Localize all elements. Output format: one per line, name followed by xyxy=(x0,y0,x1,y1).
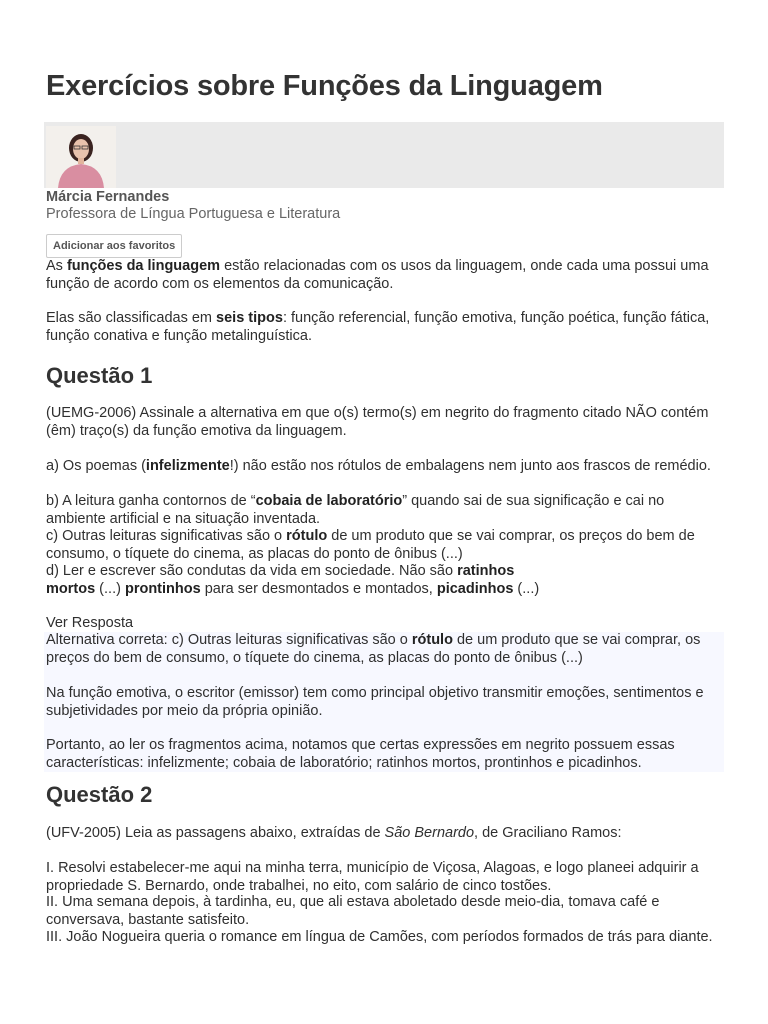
author-banner xyxy=(44,122,724,188)
option-c: c) Outras leituras significativas são o rótulo de um produto que se vai comprar, os preços do bem de consumo, o tíquete do cinema, as placas do ponto de ônibus (...) xyxy=(46,528,695,562)
page-title: Exercícios sobre Funções da Linguagem xyxy=(46,70,603,102)
answer-explanation-2: Portanto, ao ler os fragmentos acima, notamos que certas expressões em negrito possuem essas características: infelizmente; cobaia de laboratório; ratinhos mortos, prontinhos e picadinhos. xyxy=(46,737,675,771)
option-b: b) A leitura ganha contornos de “cobaia de laboratório” quando sai de sua significação e cai no ambiente artificial e na situação inventada. xyxy=(46,493,665,527)
passage-i: I. Resolvi estabelecer-me aqui na minha terra, município de Viçosa, Alagoas, e logo planeei adquirir a propriedade S. Bernardo, onde trabalhei, no eito, com salário de cinco tostões. xyxy=(46,860,699,894)
add-to-favorites-button[interactable]: Adicionar aos favoritos xyxy=(46,234,182,258)
question-1-heading: Questão 1 xyxy=(46,363,153,388)
author-avatar xyxy=(46,126,116,188)
author-name[interactable]: Márcia Fernandes xyxy=(46,189,170,205)
question-1-prompt: (UEMG-2006) Assinale a alternativa em que o(s) termo(s) em negrito do fragmento citado NÃO contém (êm) traço(s) da função emotiva da linguagem. xyxy=(46,405,709,439)
passage-iii: III. João Nogueira queria o romance em língua de Camões, com períodos formados de trás para diante. xyxy=(46,929,713,945)
option-a: a) Os poemas (infelizmente!) não estão nos rótulos de embalagens nem junto aos frascos de remédio. xyxy=(46,458,711,474)
answer-explanation-1: Na função emotiva, o escritor (emissor) tem como principal objetivo transmitir emoções, sentimentos e subjetividades por meio da própria opinião. xyxy=(46,685,704,719)
question-2-heading: Questão 2 xyxy=(46,782,153,807)
intro-paragraph-1: As funções da linguagem estão relacionadas com os usos da linguagem, onde cada uma possui uma função de acordo com os elementos da comunicação. xyxy=(46,258,709,292)
intro-paragraph-2: Elas são classificadas em seis tipos: função referencial, função emotiva, função poética, função fática, função conativa e função metalinguística. xyxy=(46,310,710,344)
author-role: Professora de Língua Portuguesa e Literatura xyxy=(46,206,341,222)
option-d: d) Ler e escrever são condutas da vida em sociedade. Não são ratinhos mortos (...) prontinhos para ser desmontados e montados, picadinhos (...) xyxy=(46,563,540,597)
question-2-prompt: (UFV-2005) Leia as passagens abaixo, extraídas de São Bernardo, de Graciliano Ramos: xyxy=(46,825,622,841)
show-answer-toggle[interactable]: Ver Resposta xyxy=(46,615,134,631)
answer-correct: Alternativa correta: c) Outras leituras significativas são o rótulo de um produto que se vai comprar, os preços do bem de consumo, o tíquete do cinema, as placas do ponto de ônibus (...) xyxy=(46,632,701,666)
passage-ii: II. Uma semana depois, à tardinha, eu, que ali estava aboletado desde meio-dia, tomava café e conversava, bastante satisfeito. xyxy=(46,894,660,928)
